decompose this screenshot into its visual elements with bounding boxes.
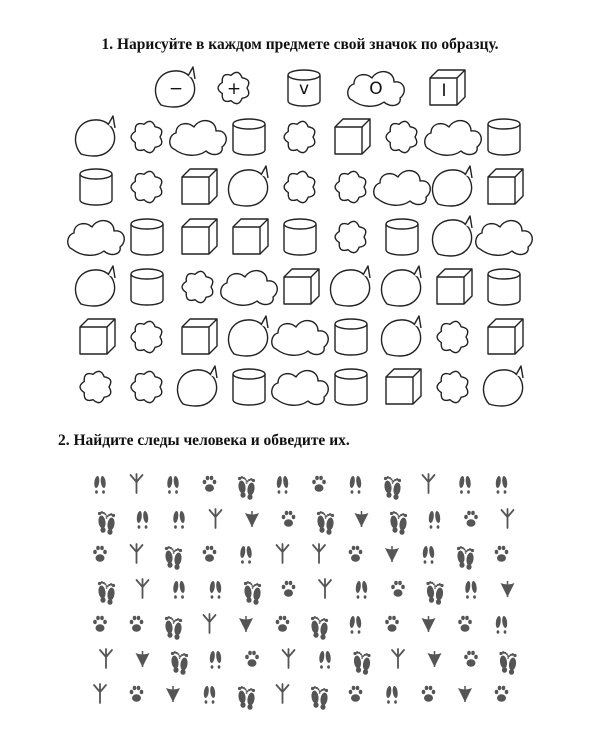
footprint-paw[interactable] <box>203 546 217 562</box>
footprint-paw[interactable] <box>349 686 363 702</box>
task2-title: 2. Найдите следы человека и обведите их. <box>58 432 350 449</box>
footprint-paw[interactable] <box>349 546 363 562</box>
footprint-duck[interactable] <box>245 511 259 527</box>
footprint-hoof[interactable] <box>136 511 149 529</box>
footprint-hoof[interactable] <box>459 476 472 494</box>
footprint-hoof[interactable] <box>428 511 441 529</box>
footprint-hoof[interactable] <box>209 581 222 599</box>
footprint-paw[interactable] <box>93 616 107 632</box>
footprint-bird[interactable] <box>137 579 149 598</box>
footprint-paw[interactable] <box>130 616 144 632</box>
footprint-paw[interactable] <box>282 581 296 597</box>
footprint-human[interactable] <box>311 686 329 710</box>
footprint-duck[interactable] <box>458 686 472 702</box>
task1-title: 1. Нарисуйте в каждом предмете свой значок по образцу. <box>101 36 499 53</box>
footprint-human[interactable] <box>457 546 475 570</box>
footprint-bird[interactable] <box>319 579 331 598</box>
legend-symbol: v <box>298 79 310 99</box>
footprint-human[interactable] <box>238 686 256 710</box>
legend-symbol: − <box>168 79 184 99</box>
footprint-hoof[interactable] <box>495 476 508 494</box>
footprint-human[interactable] <box>390 511 408 535</box>
footprint-hoof[interactable] <box>386 686 399 704</box>
footprint-paw[interactable] <box>203 476 217 492</box>
footprint-human[interactable] <box>311 616 329 640</box>
footprint-duck[interactable] <box>501 581 515 597</box>
footprint-bird[interactable] <box>283 649 295 668</box>
footprint-hoof[interactable] <box>173 581 186 599</box>
footprint-bird[interactable] <box>392 649 404 668</box>
footprint-bird[interactable] <box>131 544 143 563</box>
footprint-paw[interactable] <box>130 686 144 702</box>
footprint-bird[interactable] <box>277 544 289 563</box>
legend-symbol: I <box>441 81 447 101</box>
footprint-duck[interactable] <box>355 511 369 527</box>
footprint-hoof[interactable] <box>209 651 222 669</box>
footprint-paw[interactable] <box>464 651 478 667</box>
footprint-paw[interactable] <box>245 651 259 667</box>
footprint-bird[interactable] <box>94 684 106 703</box>
footprint-human[interactable] <box>98 581 116 605</box>
footprint-hoof[interactable] <box>495 616 508 634</box>
footprint-duck[interactable] <box>428 651 442 667</box>
footprint-paw[interactable] <box>464 511 478 527</box>
footprint-hoof[interactable] <box>349 616 362 634</box>
footprint-paw[interactable] <box>495 686 509 702</box>
footprint-human[interactable] <box>499 651 517 675</box>
footprint-duck[interactable] <box>239 616 253 632</box>
footprint-human[interactable] <box>165 546 183 570</box>
footprint-hoof[interactable] <box>422 546 435 564</box>
footprint-paw[interactable] <box>312 476 326 492</box>
footprint-duck[interactable] <box>422 616 436 632</box>
footprint-paw[interactable] <box>282 511 296 527</box>
footprint-hoof[interactable] <box>167 476 180 494</box>
footprint-bird[interactable] <box>210 509 222 528</box>
legend-symbol: O <box>369 79 383 99</box>
footprint-bird[interactable] <box>423 474 435 493</box>
footprint-paw[interactable] <box>276 616 290 632</box>
footprint-duck[interactable] <box>136 651 150 667</box>
footprint-paw[interactable] <box>391 581 405 597</box>
footprint-human[interactable] <box>317 511 335 535</box>
footprint-bird[interactable] <box>131 474 143 493</box>
footprint-human[interactable] <box>98 511 116 535</box>
footprint-bird[interactable] <box>313 544 325 563</box>
footprint-human[interactable] <box>384 476 402 500</box>
footprint-hoof[interactable] <box>276 476 289 494</box>
footprint-hoof[interactable] <box>355 581 368 599</box>
footprint-hoof[interactable] <box>240 546 253 564</box>
footprint-bird[interactable] <box>502 509 514 528</box>
footprint-bird[interactable] <box>277 684 289 703</box>
footprint-bird[interactable] <box>204 614 216 633</box>
footprint-human[interactable] <box>426 581 444 605</box>
footprint-hoof[interactable] <box>94 476 107 494</box>
footprint-paw[interactable] <box>93 546 107 562</box>
footprint-paw[interactable] <box>495 546 509 562</box>
footprint-hoof[interactable] <box>319 651 332 669</box>
footprint-paw[interactable] <box>422 686 436 702</box>
footprint-hoof[interactable] <box>173 511 186 529</box>
footprint-hoof[interactable] <box>465 581 478 599</box>
footprint-duck[interactable] <box>385 546 399 562</box>
footprint-duck[interactable] <box>166 686 180 702</box>
legend-symbol: + <box>226 79 242 99</box>
footprint-bird[interactable] <box>100 649 112 668</box>
footprint-human[interactable] <box>353 651 371 675</box>
footprint-human[interactable] <box>244 581 262 605</box>
footprint-human[interactable] <box>238 476 256 500</box>
footprint-paw[interactable] <box>385 616 399 632</box>
footprint-human[interactable] <box>165 616 183 640</box>
footprint-hoof[interactable] <box>203 686 216 704</box>
footprint-human[interactable] <box>171 651 189 675</box>
footprint-hoof[interactable] <box>349 476 362 494</box>
footprint-paw[interactable] <box>458 616 472 632</box>
